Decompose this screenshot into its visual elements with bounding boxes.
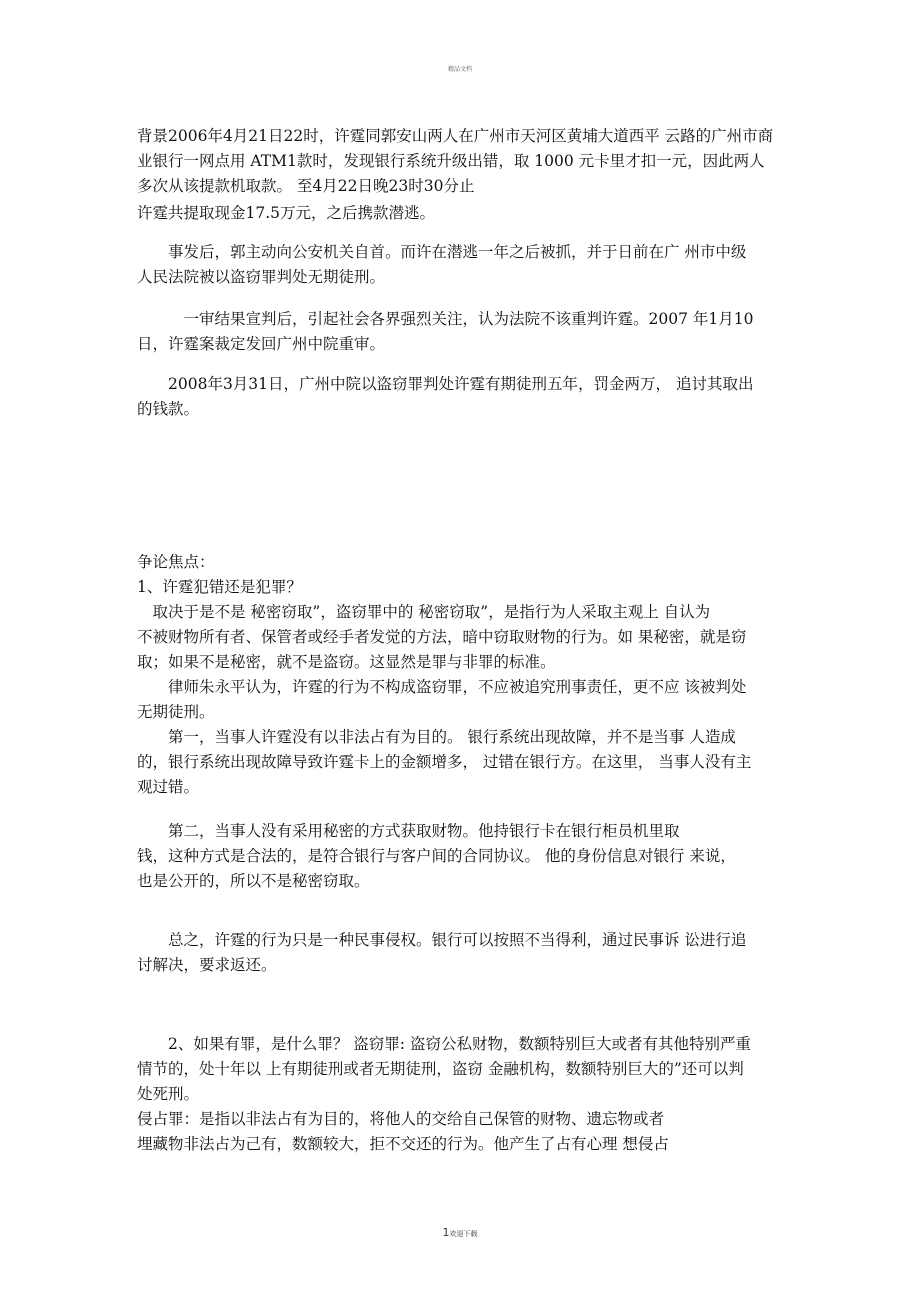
text-line: 一审结果宣判后，引起社会各界强烈关注，认为法院不该重判许霆。2007 年1月10 [137, 310, 754, 328]
text-line: 2008年3月31日，广州中院以盗窃罪判处许霆有期徒刑五年，罚金两万， 追讨其取出 [137, 375, 754, 393]
verdict-paragraph [137, 372, 785, 422]
text-line: 的钱款。 [137, 400, 200, 418]
background-paragraph [137, 124, 785, 226]
section-heading: 争论焦点： [137, 553, 215, 571]
second-argument-paragraph [137, 819, 785, 894]
text-line: 情节的，处十年以 上有期徒刑或者无期徒刑，盗窃 金融机构，数额特别巨大的”还可以判 [137, 1060, 744, 1078]
text-line: 处死刑。 [137, 1085, 200, 1103]
text-line: 背景2006年4月21日22时，许霆同郭安山两人在广州市天河区黄埔大道西平 云路的广州市商 [137, 127, 774, 145]
charge-question-paragraph [137, 1032, 785, 1157]
text-line: 事发后，郭主动向公安机关自首。而许在潜逃一年之后被抓，并于日前在广 州市中级 [137, 243, 747, 261]
text-line: 业银行一网点用 ATM1款时，发现银行系统升级出错，取 1000 元卡里才扣一元，因此两人 [137, 152, 765, 170]
text-line: 钱，这种方式是合法的，是符合银行与客户间的合同协议。 他的身份信息对银行 来说， [137, 847, 736, 865]
page-number: 1 [442, 1226, 450, 1239]
text-line: 的，银行系统出现故障导致许霆卡上的金额增多， 过错在银行方。在这里， 当事人没有主 [137, 753, 752, 771]
footer-text: 欢迎下载 [449, 1230, 478, 1238]
text-line: 日，许霆案裁定发回广州中院重审。 [137, 335, 386, 353]
text-line: 律师朱永平认为，许霆的行为不构成盗窃罪，不应被追究刑事责任，更不应 该被判处 [137, 678, 747, 696]
question-heading: 1、许霆犯错还是犯罪？ [137, 578, 302, 596]
text-line: 多次从该提款机取款。 至4月22日晚23时30分止 [137, 177, 475, 195]
text-line: 取；如果不是秘密，就不是盗窃。这显然是罪与非罪的标准。 [137, 653, 556, 671]
dispute-focus-section [137, 550, 785, 800]
aftermath-paragraph [137, 240, 785, 290]
text-line: 第一，当事人许霆没有以非法占有为目的。 银行系统出现故障，并不是当事 人造成 [137, 728, 736, 746]
text-line: 也是公开的，所以不是秘密窃取。 [137, 872, 370, 890]
page-header: 精品文档 [447, 66, 472, 73]
text-line: 观过错。 [137, 778, 200, 796]
text-line: 第二，当事人没有采用秘密的方式获取财物。他持银行卡在银行柜员机里取 [137, 822, 680, 840]
text-line: 讨解决，要求返还。 [137, 956, 277, 974]
page-footer [0, 1226, 920, 1239]
text-line: 不被财物所有者、保管者或经手者发觉的方法，暗中窃取财物的行为。如 果秘密，就是窃 [137, 628, 747, 646]
text-line: 人民法院被以盗窃罪判处无期徒刑。 [137, 268, 386, 286]
text-line: 无期徒刑。 [137, 703, 215, 721]
text-line: 许霆共提取现金17.5万元，之后携款潜逃。 [137, 204, 436, 222]
conclusion-paragraph [137, 928, 785, 978]
text-line: 侵占罪：是指以非法占有为目的，将他人的交给自己保管的财物、遗忘物或者 [137, 1110, 665, 1128]
text-line: 埋藏物非法占为己有，数额较大，拒不交还的行为。他产生了占有心理 想侵占 [137, 1135, 669, 1153]
text-line: 取决于是不是 秘密窃取”，盗窃罪中的 秘密窃取”，是指行为人采取主观上 自认为 [137, 603, 711, 621]
text-line: 总之，许霆的行为只是一种民事侵权。银行可以按照不当得利，通过民事诉 讼进行追 [137, 931, 747, 949]
text-line: 2、如果有罪，是什么罪？ 盗窃罪: 盗窃公私财物，数额特别巨大或者有其他特别严重 [137, 1035, 751, 1053]
retrial-paragraph [137, 307, 785, 357]
